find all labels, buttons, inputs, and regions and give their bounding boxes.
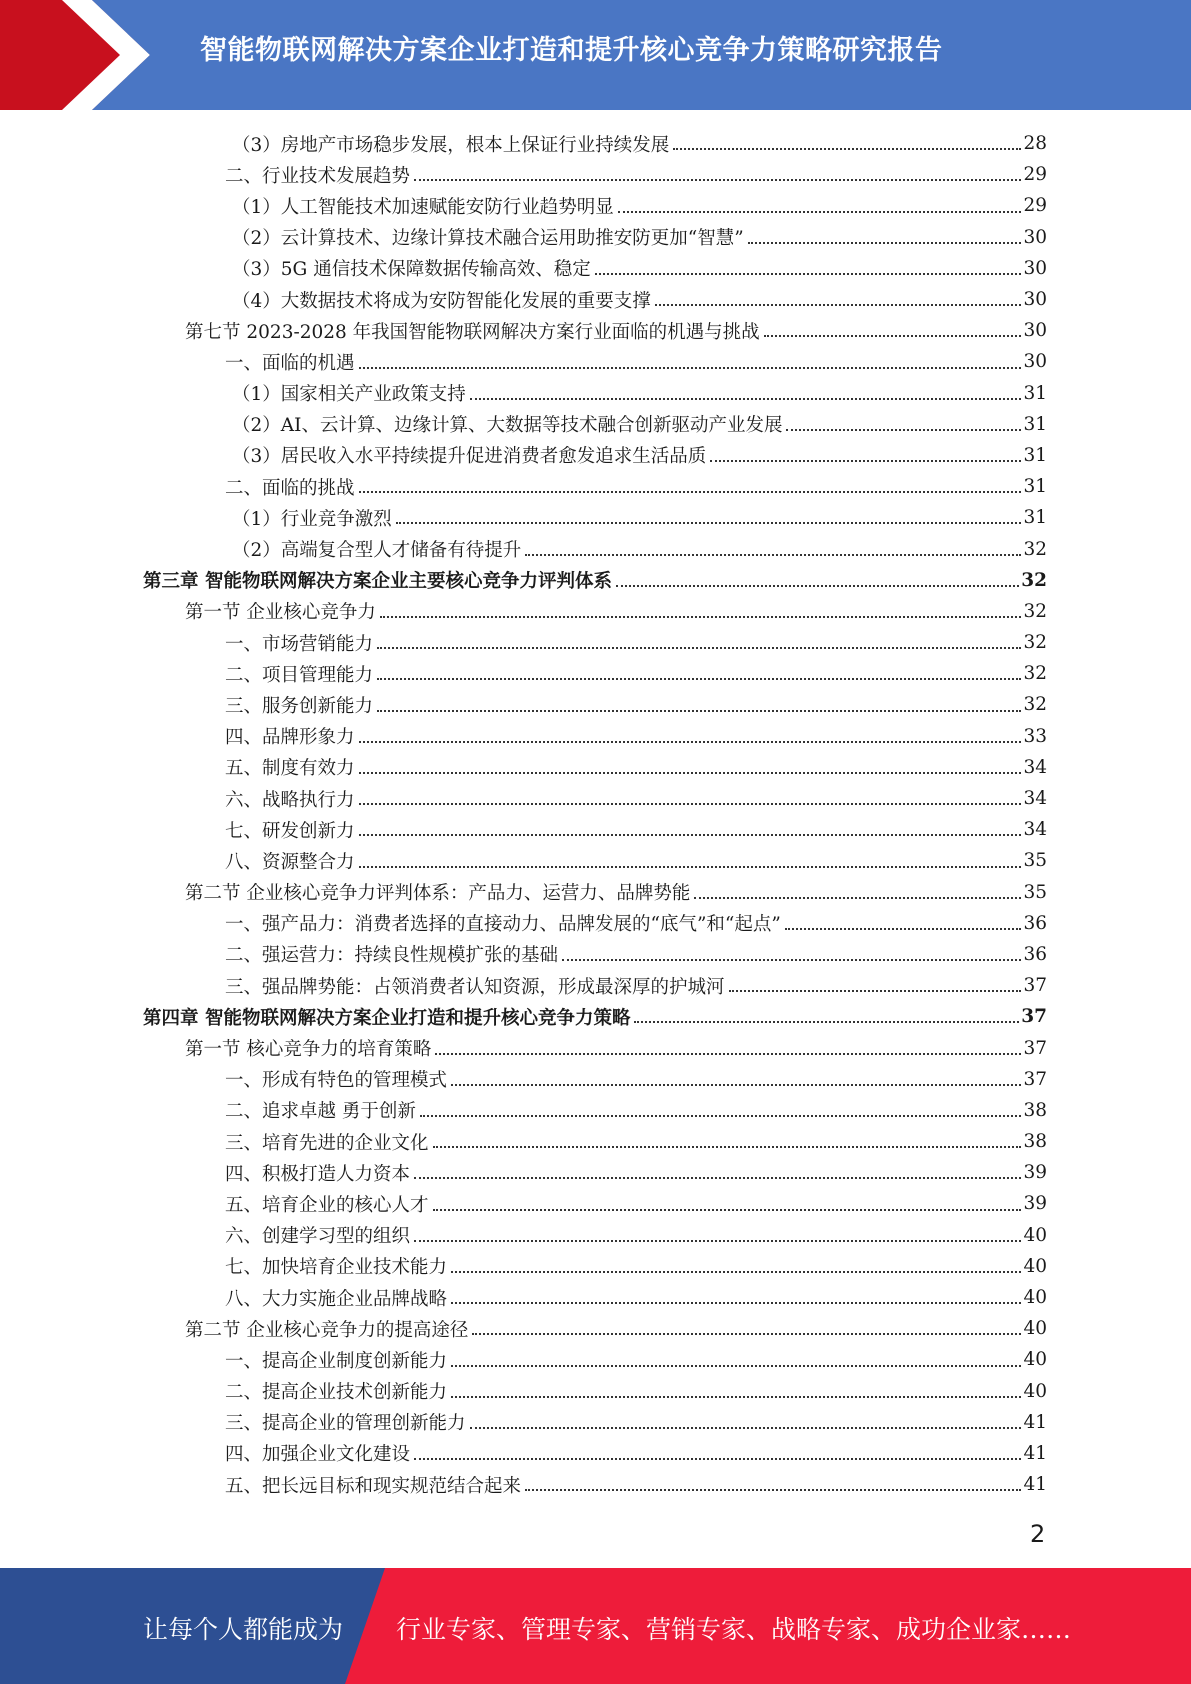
toc-entry-title: 四、品牌形象力: [225, 727, 355, 749]
toc-entry-page: 40: [1023, 1224, 1047, 1246]
page-footer: [0, 1568, 1191, 1684]
toc-dot-leader: [396, 521, 1022, 524]
page-number: 2: [1030, 1520, 1046, 1548]
toc-entry-page: 34: [1023, 788, 1047, 810]
toc-dot-leader: [377, 709, 1021, 712]
toc-subsection-entry[interactable]: [0, 1251, 1191, 1282]
toc-subsection-entry[interactable]: [0, 346, 1191, 377]
toc-subsection-entry[interactable]: [0, 1220, 1191, 1251]
toc-dot-leader: [433, 1145, 1022, 1148]
toc-entry-title: 一、强产品力：消费者选择的直接动力、品牌发展的“底气”和“起点”: [225, 914, 781, 936]
toc-entry-title: 第七节 2023-2028 年我国智能物联网解决方案行业面临的机遇与挑战: [185, 321, 760, 343]
toc-entry-page: 41: [1023, 1411, 1047, 1433]
page-header: [0, 0, 1191, 110]
toc-entry-page: 37: [1023, 975, 1047, 997]
toc-entry-page: 39: [1023, 1162, 1047, 1184]
toc-dot-leader: [420, 1114, 1022, 1117]
toc-subsection-entry[interactable]: [0, 845, 1191, 876]
toc-subsection-entry[interactable]: [0, 1282, 1191, 1313]
toc-subsection-entry[interactable]: [0, 159, 1191, 190]
toc-entry-title: 第二节 企业核心竞争力评判体系：产品力、运营力、品牌势能: [185, 883, 691, 905]
toc-dot-leader: [525, 553, 1021, 556]
toc-entry-page: 37: [1023, 1068, 1047, 1090]
toc-entry-title: （1）国家相关产业政策支持: [232, 384, 466, 406]
toc-entry-title: （1）人工智能技术加速赋能安防行业趋势明显: [232, 196, 614, 218]
toc-section-entry[interactable]: [0, 596, 1191, 627]
toc-entry-page: 28: [1023, 133, 1047, 155]
toc-subsection-entry[interactable]: [0, 908, 1191, 939]
toc-dot-leader: [595, 272, 1022, 275]
toc-entry-title: 一、市场营销能力: [225, 633, 374, 655]
toc-subsection-entry[interactable]: [0, 970, 1191, 1001]
toc-entry-title: 六、创建学习型的组织: [225, 1226, 411, 1248]
toc-entry-page: 29: [1023, 195, 1047, 217]
toc-dot-leader: [359, 366, 1022, 369]
toc-entry-title: 三、提高企业的管理创新能力: [225, 1413, 466, 1435]
toc-entry-title: 第三章 智能物联网解决方案企业主要核心竞争力评判体系: [143, 571, 612, 593]
toc-subsection-entry[interactable]: [0, 222, 1191, 253]
toc-entry-title: 第四章 智能物联网解决方案企业打造和提升核心竞争力策略: [143, 1007, 631, 1029]
toc-entry-title: 一、提高企业制度创新能力: [225, 1350, 448, 1372]
toc-subsection-entry[interactable]: [0, 533, 1191, 564]
toc-dot-leader: [562, 958, 1021, 961]
toc-subsection-entry[interactable]: [0, 814, 1191, 845]
toc-section-entry[interactable]: [0, 315, 1191, 346]
toc-entry-title: （2）高端复合型人才储备有待提升: [232, 540, 522, 562]
toc-subsection-entry[interactable]: [0, 253, 1191, 284]
footer-slogan-right: 行业专家、管理专家、营销专家、战略专家、成功企业家……: [396, 1615, 1072, 1644]
toc-entry-page: 30: [1023, 351, 1047, 373]
toc-entry-page: 36: [1023, 943, 1047, 965]
toc-entry-page: 29: [1023, 164, 1047, 186]
toc-entry-title: 二、项目管理能力: [225, 664, 374, 686]
toc-dot-leader: [359, 490, 1022, 493]
toc-subsection-entry[interactable]: [0, 1438, 1191, 1469]
toc-entry-page: 30: [1023, 257, 1047, 279]
toc-dot-leader: [451, 1364, 1021, 1367]
toc-entry-page: 30: [1023, 289, 1047, 311]
toc-dot-leader: [634, 1020, 1019, 1023]
toc-entry-page: 38: [1023, 1131, 1047, 1153]
toc-subsection-entry[interactable]: [0, 1376, 1191, 1407]
toc-entry-page: 36: [1023, 912, 1047, 934]
toc-dot-leader: [694, 896, 1021, 899]
toc-subsection-entry[interactable]: [0, 1469, 1191, 1500]
toc-entry-page: 32: [1023, 538, 1047, 560]
toc-dot-leader: [359, 802, 1022, 805]
toc-entry-title: 一、面临的机遇: [225, 352, 355, 374]
toc-entry-page: 32: [1023, 694, 1047, 716]
toc-entry-title: 七、加快培育企业技术能力: [225, 1257, 448, 1279]
toc-dot-leader: [359, 771, 1022, 774]
toc-dot-leader: [435, 1052, 1021, 1055]
toc-entry-title: （3）房地产市场稳步发展，根本上保证行业持续发展: [232, 134, 670, 156]
toc-dot-leader: [359, 740, 1022, 743]
toc-dot-leader: [377, 646, 1021, 649]
footer-slogan-left: 让每个人都能成为: [143, 1615, 344, 1644]
toc-entry-page: 41: [1023, 1442, 1047, 1464]
toc-entry-title: 第一节 企业核心竞争力: [185, 602, 376, 624]
toc-dot-leader: [451, 1083, 1021, 1086]
toc-entry-page: 34: [1023, 756, 1047, 778]
toc-entry-page: 40: [1023, 1349, 1047, 1371]
toc-entry-page: 32: [1021, 569, 1047, 591]
toc-chapter-entry[interactable]: [0, 565, 1191, 596]
toc-entry-page: 34: [1023, 819, 1047, 841]
toc-subsection-entry[interactable]: [0, 190, 1191, 221]
toc-dot-leader: [451, 1395, 1021, 1398]
toc-entry-page: 35: [1023, 850, 1047, 872]
toc-subsection-entry[interactable]: [0, 471, 1191, 502]
toc-entry-title: 三、培育先进的企业文化: [225, 1132, 429, 1154]
toc-entry-title: （4）大数据技术将成为安防智能化发展的重要支撑: [232, 290, 651, 312]
toc-subsection-entry[interactable]: [0, 1407, 1191, 1438]
header-arrow-decoration: [0, 0, 160, 110]
toc-entry-title: 二、提高企业技术创新能力: [225, 1382, 448, 1404]
toc-entry-title: （1）行业竞争激烈: [232, 508, 392, 530]
toc-entry-page: 31: [1023, 382, 1047, 404]
toc-entry-title: （2）云计算技术、边缘计算技术融合运用助推安防更加“智慧”: [232, 228, 744, 250]
toc-entry-title: （3）5G 通信技术保障数据传输高效、稳定: [232, 259, 591, 281]
toc-subsection-entry[interactable]: [0, 689, 1191, 720]
toc-dot-leader: [414, 1176, 1021, 1179]
toc-dot-leader: [359, 833, 1022, 836]
toc-dot-leader: [380, 615, 1022, 618]
toc-dot-leader: [414, 1239, 1021, 1242]
toc-dot-leader: [786, 428, 1021, 431]
toc-dot-leader: [655, 303, 1022, 306]
toc-dot-leader: [433, 1208, 1022, 1211]
toc-subsection-entry[interactable]: [0, 627, 1191, 658]
toc-chapter-entry[interactable]: [0, 1001, 1191, 1032]
toc-subsection-entry[interactable]: [0, 440, 1191, 471]
toc-entry-title: 二、行业技术发展趋势: [225, 165, 411, 187]
toc-entry-title: 六、战略执行力: [225, 789, 355, 811]
toc-subsection-entry[interactable]: [0, 783, 1191, 814]
toc-entry-title: 四、积极打造人力资本: [225, 1163, 411, 1185]
toc-subsection-entry[interactable]: [0, 1064, 1191, 1095]
toc-subsection-entry[interactable]: [0, 1126, 1191, 1157]
toc-entry-title: 第二节 企业核心竞争力的提高途径: [185, 1319, 469, 1341]
toc-entry-title: 七、研发创新力: [225, 820, 355, 842]
toc-entry-page: 40: [1023, 1318, 1047, 1340]
toc-entry-title: 八、大力实施企业品牌战略: [225, 1288, 448, 1310]
toc-dot-leader: [748, 241, 1022, 244]
toc-subsection-entry[interactable]: [0, 658, 1191, 689]
toc-entry-page: 35: [1023, 881, 1047, 903]
toc-entry-page: 33: [1023, 725, 1047, 747]
toc-dot-leader: [470, 397, 1022, 400]
toc-entry-title: 二、追求卓越 勇于创新: [225, 1101, 416, 1123]
toc-subsection-entry[interactable]: [0, 1188, 1191, 1219]
toc-section-entry[interactable]: [0, 877, 1191, 908]
toc-entry-title: 二、面临的挑战: [225, 477, 355, 499]
toc-entry-title: 第一节 核心竞争力的培育策略: [185, 1039, 432, 1061]
toc-entry-page: 38: [1023, 1099, 1047, 1121]
toc-dot-leader: [377, 677, 1021, 680]
toc-entry-title: 一、形成有特色的管理模式: [225, 1070, 448, 1092]
toc-entry-page: 31: [1023, 476, 1047, 498]
toc-dot-leader: [618, 210, 1022, 213]
toc-subsection-entry[interactable]: [0, 1157, 1191, 1188]
toc-entry-title: 五、培育企业的核心人才: [225, 1194, 429, 1216]
toc-entry-title: （3）居民收入水平持续提升促进消费者愈发追求生活品质: [232, 446, 707, 468]
toc-entry-page: 30: [1023, 226, 1047, 248]
toc-entry-page: 31: [1023, 444, 1047, 466]
toc-dot-leader: [470, 1426, 1022, 1429]
table-of-contents: [0, 128, 1191, 1500]
toc-entry-page: 31: [1023, 507, 1047, 529]
report-title: 智能物联网解决方案企业打造和提升核心竞争力策略研究报告: [200, 35, 943, 66]
toc-entry-page: 32: [1023, 663, 1047, 685]
toc-subsection-entry[interactable]: [0, 721, 1191, 752]
toc-entry-title: 二、强运营力：持续良性规模扩张的基础: [225, 945, 559, 967]
toc-entry-title: 三、强品牌势能：占领消费者认知资源，形成最深厚的护城河: [225, 976, 725, 998]
toc-dot-leader: [673, 147, 1021, 150]
toc-dot-leader: [451, 1270, 1021, 1273]
toc-entry-title: 五、制度有效力: [225, 758, 355, 780]
toc-entry-page: 37: [1021, 1006, 1047, 1028]
toc-subsection-entry[interactable]: [0, 502, 1191, 533]
toc-dot-leader: [414, 178, 1021, 181]
toc-entry-page: 31: [1023, 413, 1047, 435]
toc-entry-page: 40: [1023, 1380, 1047, 1402]
toc-subsection-entry[interactable]: [0, 939, 1191, 970]
toc-dot-leader: [764, 334, 1022, 337]
toc-dot-leader: [729, 989, 1022, 992]
toc-dot-leader: [710, 459, 1021, 462]
toc-subsection-entry[interactable]: [0, 409, 1191, 440]
toc-subsection-entry[interactable]: [0, 1095, 1191, 1126]
toc-entry-page: 32: [1023, 632, 1047, 654]
toc-dot-leader: [785, 927, 1022, 930]
toc-section-entry[interactable]: [0, 1032, 1191, 1063]
toc-entry-page: 30: [1023, 320, 1047, 342]
toc-subsection-entry[interactable]: [0, 128, 1191, 159]
toc-entry-title: 四、加强企业文化建设: [225, 1444, 411, 1466]
toc-entry-page: 37: [1023, 1037, 1047, 1059]
toc-entry-title: 八、资源整合力: [225, 851, 355, 873]
toc-section-entry[interactable]: [0, 1313, 1191, 1344]
toc-subsection-entry[interactable]: [0, 1344, 1191, 1375]
toc-dot-leader: [616, 584, 1019, 587]
toc-entry-title: 三、服务创新能力: [225, 695, 374, 717]
toc-subsection-entry[interactable]: [0, 284, 1191, 315]
toc-entry-page: 40: [1023, 1255, 1047, 1277]
toc-entry-title: （2）AI、云计算、边缘计算、大数据等技术融合创新驱动产业发展: [232, 415, 783, 437]
toc-dot-leader: [472, 1332, 1021, 1335]
toc-subsection-entry[interactable]: [0, 378, 1191, 409]
toc-entry-page: 40: [1023, 1287, 1047, 1309]
toc-dot-leader: [359, 865, 1022, 868]
toc-dot-leader: [414, 1457, 1021, 1460]
toc-dot-leader: [525, 1488, 1021, 1491]
toc-entry-page: 41: [1023, 1474, 1047, 1496]
toc-entry-title: 五、把长远目标和现实规范结合起来: [225, 1475, 522, 1497]
toc-subsection-entry[interactable]: [0, 752, 1191, 783]
toc-entry-page: 39: [1023, 1193, 1047, 1215]
toc-dot-leader: [451, 1301, 1021, 1304]
toc-entry-page: 32: [1023, 600, 1047, 622]
